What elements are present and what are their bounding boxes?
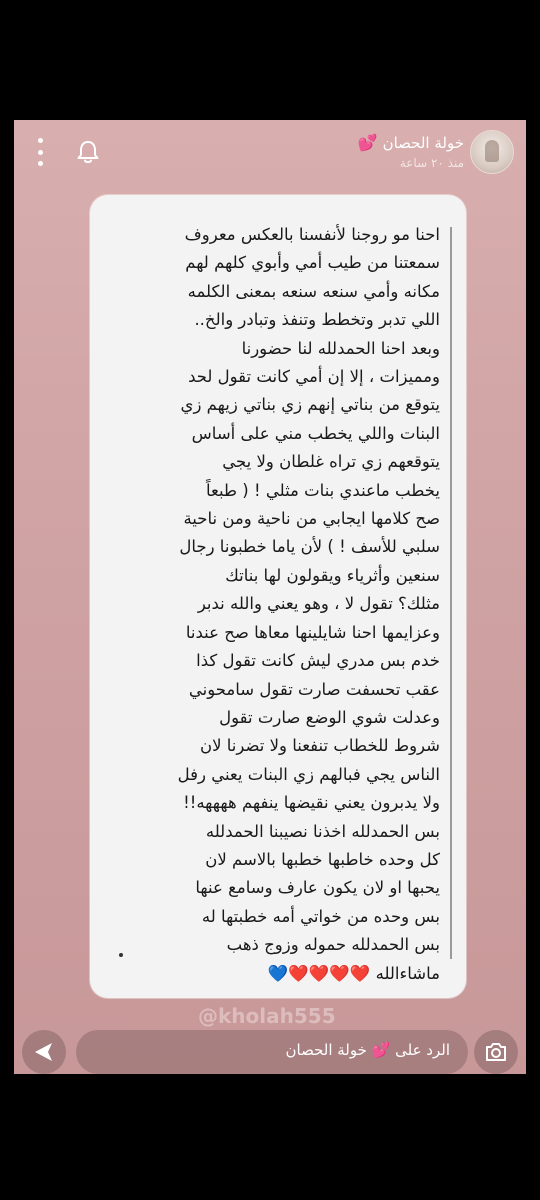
text-line: بس وحده من خواتي أمه خطبتها له [201, 906, 440, 926]
story-author[interactable] [358, 133, 464, 152]
more-options-icon[interactable] [30, 138, 50, 166]
text-line: بس الحمدلله اخذنا نصيبنا الحمدلله [205, 821, 440, 841]
text-line: البنات واللي يخطب مني على أساس [191, 423, 440, 443]
text-line: سلبي للأسف ! ) لأن ياما خطبونا رجال [179, 537, 440, 557]
text-line: وبعد احنا الحمدلله لنا حضورنا [241, 338, 440, 358]
text-line: اللي تدبر وتخطط وتنفذ وتبادر والخ.. [194, 310, 440, 330]
text-line: ماشاءالله ❤️❤️❤️❤️💙 [267, 963, 440, 983]
text-line: مثلك؟ تقول لا ، وهو يعني والله ندبر [197, 594, 440, 614]
text-line: يتوقعهم زي تراه غلطان ولا يجي [222, 452, 440, 472]
text-line: صح كلامها ايجابي من ناحية ومن ناحية [183, 509, 440, 529]
text-line: ولا يدبرون يعني نقيضها ينفهم ههههه!! [183, 793, 440, 813]
text-line: يخطب ماعندي بنات مثلي ! ( طبعاً [205, 480, 440, 500]
heart-emoji-icon: 💕 [357, 133, 378, 152]
user-avatar[interactable] [470, 130, 514, 174]
story-text [104, 221, 440, 988]
text-line: وعزايمها احنا شايلينها معاها صح عندنا [185, 622, 440, 642]
bell-icon[interactable] [74, 138, 102, 166]
text-line: خدم بس مدري ليش كانت تقول كذا [196, 651, 440, 671]
trailing-dot [119, 953, 123, 957]
story-timestamp: منذ ٢٠ ساعة [399, 156, 464, 170]
text-line: بس الحمدلله حموله وزوج ذهب [226, 935, 440, 955]
text-line: احنا مو روجنا لأنفسنا بالعكس معروف [184, 225, 440, 244]
text-line: يحبها او لان يكون عارف وسامع عنها [195, 878, 440, 898]
story-text-card [90, 195, 466, 998]
text-line: الناس يجي فبالهم زي البنات يعني رفل [177, 764, 440, 784]
text-line: وعدلت شوي الوضع صارت تقول [219, 707, 440, 727]
text-line: مكانه وأمي سنعه سنعه بمعنى الكلمه [187, 281, 440, 301]
text-line: كل وحده خاطبها خطبها بالاسم لان [205, 849, 440, 869]
reply-placeholder: الرد على 💕 خولة الحصان [285, 1041, 450, 1059]
text-line: سنعين وأثرياء ويقولون لها بناتك [225, 565, 440, 585]
watermark: @kholah555 [198, 1004, 336, 1028]
text-line: عقب تحسفت صارت تقول سامحوني [188, 679, 440, 699]
story-view[interactable] [14, 120, 526, 1074]
camera-icon[interactable] [474, 1030, 518, 1074]
text-line: شروط للخطاب تنفعنا ولا تضرنا لان [199, 736, 440, 756]
text-line: سمعتنا من طيب أمي وأبوي كلهم لهم [185, 253, 440, 273]
text-line: ومميزات ، إلا إن أمي كانت تقول لحد [188, 367, 440, 387]
reply-input[interactable] [76, 1030, 468, 1074]
text-line: يتوقع من بناتي إنهم زي بناتي زيهم زي [180, 395, 440, 415]
send-icon[interactable] [22, 1030, 66, 1074]
quote-bar [450, 227, 452, 959]
author-name: خولة الحصان [382, 134, 464, 152]
